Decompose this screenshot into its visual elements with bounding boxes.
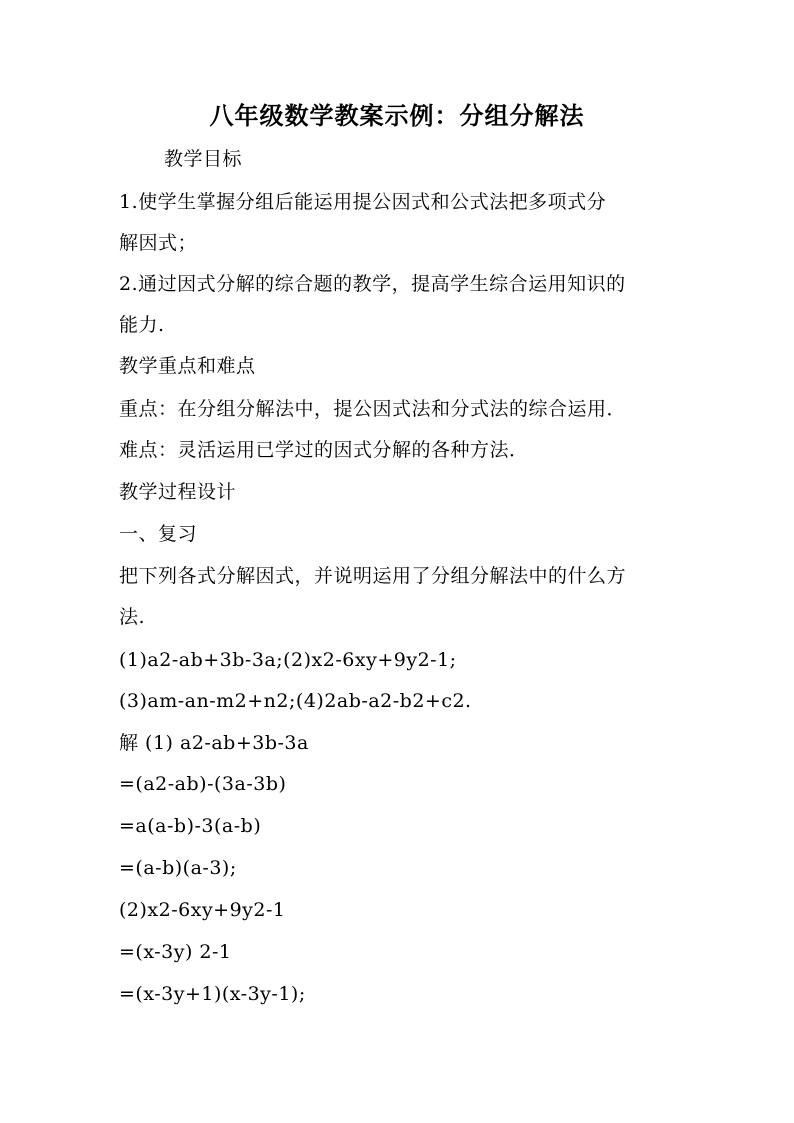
solution-line-2: =(a2-ab)-(3a-3b): [119, 773, 287, 795]
solution-line-7: =(x-3y+1)(x-3y-1);: [119, 983, 306, 1005]
exercise-line-2: (3)am-an-m2+n2;(4)2ab-a2-b2+c2.: [119, 690, 472, 712]
solution-line-5: (2)x2-6xy+9y2-1: [119, 899, 286, 921]
solution-line-3: =a(a-b)-3(a-b): [119, 815, 262, 837]
solution-line-6: =(x-3y) 2-1: [119, 941, 232, 963]
exercise-line-1: (1)a2-ab+3b-3a;(2)x2-6xy+9y2-1;: [119, 649, 457, 671]
review-instruction-line-2: 法.: [119, 606, 146, 628]
key-point-line: 重点：在分组分解法中，提公因式法和分式法的综合运用．: [119, 398, 627, 420]
solution-line-1: 解 (1) a2-ab+3b-3a: [119, 732, 309, 754]
goal-2-line-1: 2.通过因式分解的综合题的教学，提高学生综合运用知识的: [119, 273, 626, 295]
section-heading-review: 一、复习: [119, 523, 198, 545]
section-heading-key-points: 教学重点和难点: [119, 355, 256, 377]
goal-1-line-2: 解因式；: [119, 232, 198, 254]
goal-1-line-1: 1.使学生掌握分组后能运用提公因式和公式法把多项式分: [119, 191, 607, 213]
goal-2-line-2: 能力.: [119, 314, 165, 336]
document-title: 八年级数学教案示例：分组分解法: [209, 101, 585, 130]
section-heading-teaching-goals: 教学目标: [164, 148, 243, 170]
difficult-point-line: 难点：灵活运用已学过的因式分解的各种方法．: [119, 439, 529, 461]
review-instruction-line-1: 把下列各式分解因式，并说明运用了分组分解法中的什么方: [119, 565, 627, 587]
section-heading-process-design: 教学过程设计: [119, 481, 237, 503]
solution-line-4: =(a-b)(a-3);: [119, 857, 237, 879]
